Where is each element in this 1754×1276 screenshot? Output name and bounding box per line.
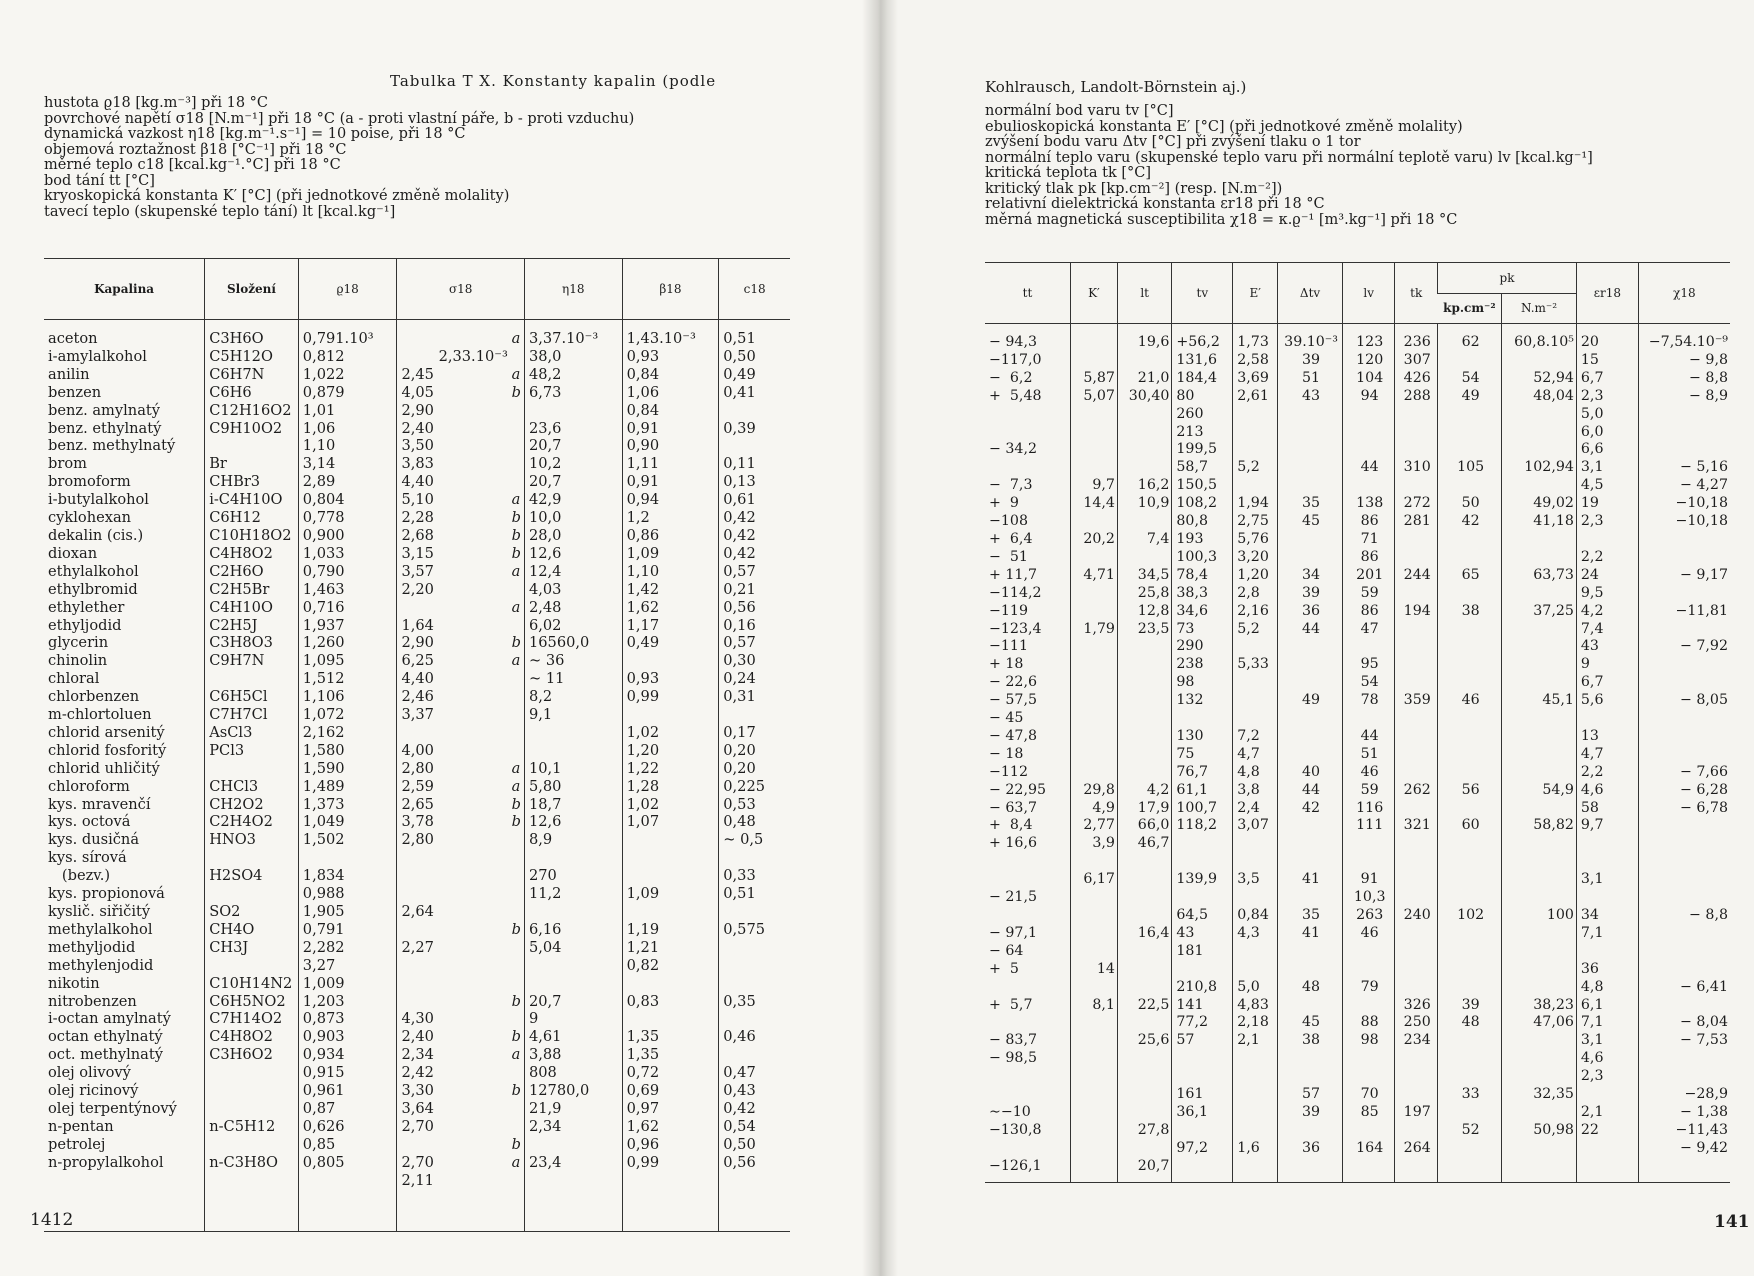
header-lt: lt — [1117, 263, 1171, 324]
column-sigma — [397, 320, 525, 1232]
table-body-row — [44, 320, 790, 1232]
legend-line: normální teplo varu (skupenské teplo varu při normální teplotě varu) lv [kcal.kg⁻¹] — [985, 149, 1593, 166]
legend-line: hustota ϱ18 [kg.m⁻³] při 18 °C — [44, 95, 269, 111]
legend-right — [985, 104, 1745, 228]
column-tt: − 94,3 −117,0 − 6,2 + 5,48 − 34,2 − 7,3 + 9 −108 + 6,4 − 51 + 11,7 −114,2 −119 −123,4 −111 + 18 − 22,6 − 57,5 − 45 − 47,8 − 18 −112 − 22,95 − 63,7 + 8,4 + 16,6 − 21,5 − 97,1 − 64 + 5 + 5,7 − 83,7 − 98,5 ∼−10 −130,8 −126,1 — [989, 334, 1047, 1174]
table-title-continued: Kohlrausch, Landolt-Börnstein aj.) — [985, 78, 1247, 96]
legend-line: kritická teplota tk [°C] — [985, 165, 1151, 181]
table-body-row — [985, 324, 1730, 1183]
header-pk-n: N.m⁻² — [1502, 293, 1577, 324]
column-chi: −7,54.10⁻⁹ − 9,8 − 8,8 − 8,9 − 5,16 − 4,27 −10,18 −10,18 − 9,17 −11,81 − 7,92 − 8,05 − 7,66 − 6,28 − 6,78 − 8,8 − 6,41 − 8,04 − 7,53 −28,9 − 1,38 −11,43 − 9,42 — [1638, 324, 1730, 1183]
legend-line: objemová roztažnost β18 [°C⁻¹] při 18 °C — [44, 141, 347, 158]
column-rho: 0,791.10³ 0,812 1,022 0,879 1,01 1,06 1,10 3,14 2,89 0,804 0,778 0,900 1,033 0,790 1,463 0,716 1,937 1,260 1,095 1,512 1,106 1,072 2,162 1,580 1,590 1,489 1,373 1,049 1,502 1,834 0,988 1,905 0,791 2,282 3,27 1,009 1,203 0,873 0,903 0,934 0,915 0,961 0,87 0,626 0,85 0,805 — [298, 320, 397, 1232]
legend-left — [44, 96, 804, 220]
column-K: 5,87 5,07 9,7 14,4 20,2 4,71 1,79 29,8 4,9 2,77 3,9 6,17 14 8,1 — [1070, 324, 1117, 1183]
table-title: Tabulka T X. Konstanty kapalin (podle — [390, 72, 717, 90]
header-tt: tt — [985, 263, 1070, 324]
header-sigma: σ18 — [397, 259, 525, 320]
liquids-table-right — [985, 262, 1730, 1183]
column-lv: 123 120 104 94 44 138 86 71 86 201 59 86 47 95 54 78 44 51 46 59 116 111 91 10,3 263 46 79 88 98 70 85 164 — [1343, 324, 1395, 1183]
header-chi: χ18 — [1638, 263, 1730, 324]
legend-line: povrchové napětí σ18 [N.m⁻¹] při 18 °C (a - proti vlastní páře, b - proti vzduchu) — [44, 110, 635, 127]
column-E: 1,73 2,58 3,69 2,61 5,2 1,94 2,75 5,76 3,20 1,20 2,8 2,16 5,2 5,33 7,2 4,7 4,8 3,8 2,4 3,07 3,5 0,84 4,3 5,0 4,83 2,18 2,1 1,6 — [1233, 324, 1278, 1183]
column-eps: 20 15 6,7 2,3 5,0 6,0 6,6 3,1 4,5 19 2,3 2,2 24 9,5 4,2 7,4 43 9 6,7 5,6 13 4,7 2,2 4,6 58 9,7 3,1 34 7,1 36 4,8 6,1 7,1 3,1 4,6 2,3 2,1 22 — [1576, 324, 1638, 1183]
column-lt: 19,6 21,0 30,40 16,2 10,9 7,4 34,5 25,8 12,8 23,5 4,2 17,9 66,0 46,7 16,4 22,5 25,6 27,8 20,7 — [1117, 324, 1171, 1183]
column-dtv: 39.10⁻³ 39 51 43 35 45 34 39 36 44 49 40 44 42 41 35 41 48 45 38 57 39 36 — [1278, 324, 1343, 1183]
header-E: E′ — [1233, 263, 1278, 324]
header-eta: η18 — [524, 259, 622, 320]
sigma-notes: a a b a b b b a a b a a a b b b b b a b b a — [511, 330, 521, 1171]
header-beta: β18 — [622, 259, 719, 320]
book-gutter — [862, 0, 898, 1276]
liquids-table-left — [44, 258, 790, 1232]
column-beta: 1,43.10⁻³ 0,93 0,84 1,06 0,84 0,91 0,90 1,11 0,91 0,94 1,2 0,86 1,09 1,10 1,42 1,62 1,17 0,49 0,93 0,99 1,02 1,20 1,22 1,28 1,02 1,07 1,09 1,19 1,21 0,82 0,83 1,35 1,35 0,72 0,69 0,97 1,62 0,96 0,99 — [622, 320, 719, 1232]
header-K: K′ — [1070, 263, 1117, 324]
legend-line: zvýšení bodu varu Δtv [°C] při zvýšení tlaku o 1 tor — [985, 134, 1361, 150]
legend-line: měrné teplo c18 [kcal.kg⁻¹.°C] při 18 °C — [44, 157, 341, 173]
legend-line: měrná magnetická susceptibilita χ18 = κ.ϱ⁻¹ [m³.kg⁻¹] při 18 °C — [985, 211, 1458, 228]
column-slozeni: C3H6O C5H12O C6H7N C6H6 C12H16O2 C9H10O2 Br CHBr3 i-C4H10O C6H12 C10H18O2 C4H8O2 C2H6O C2H5Br C4H10O C2H5J C3H8O3 C9H7N C6H5Cl C7H7Cl AsCl3 PCl3 CHCl3 CH2O2 C2H4O2 HNO3 H2SO4 SO2 CH4O CH3J C10H14N2 C6H5NO2 C7H14O2 C4H8O2 C3H6O2 n-C5H12 n-C3H8O — [205, 320, 299, 1232]
header-pk: pk — [1438, 263, 1577, 294]
legend-line: dynamická vazkost η18 [kg.m⁻¹.s⁻¹] = 10 poise, při 18 °C — [44, 126, 466, 142]
legend-line: kritický tlak pk [kp.cm⁻²] (resp. [N.m⁻²]) — [985, 180, 1283, 197]
header-rho: ϱ18 — [298, 259, 397, 320]
column-eta: 3,37.10⁻³ 38,0 48,2 6,73 23,6 20,7 10,2 20,7 42,9 10,0 28,0 12,6 12,4 4,03 2,48 6,02 16560,0 ~ 36 ~ 11 8,2 9,1 10,1 5,80 18,7 12,6 8,9 270 11,2 6,16 5,04 20,7 9 4,61 3,88 808 12780,0 21,9 2,34 23,4 — [524, 320, 622, 1232]
header-eps: εr18 — [1576, 263, 1638, 324]
header-c: c18 — [719, 259, 790, 320]
column-c: 0,51 0,50 0,49 0,41 0,39 0,11 0,13 0,61 0,42 0,42 0,42 0,57 0,21 0,56 0,16 0,57 0,30 0,24 0,31 0,17 0,20 0,20 0,225 0,53 0,48 ~ 0,5 0,33 0,51 0,575 0,35 0,46 0,47 0,43 0,42 0,54 0,50 0,56 — [719, 320, 790, 1232]
sigma-values: 2,33.10⁻³ 2,45 4,05 2,90 2,40 3,50 3,83 4,40 5,10 2,28 2,68 3,15 3,57 2,20 1,64 2,90 6,25 4,40 2,46 3,37 4,00 2,80 2,59 2,65 3,78 2,80 2,64 2,27 4,30 2,40 2,34 2,42 3,30 3,64 2,70 2,70 2,11 — [401, 347, 508, 1189]
header-slozeni: Složení — [205, 259, 299, 320]
legend-line: tavecí teplo (skupenské teplo tání) lt [kcal.kg⁻¹] — [44, 203, 396, 220]
column-tk: 236 307 426 288 310 272 281 244 194 359 262 321 240 326 250 234 197 264 — [1395, 324, 1438, 1183]
column-pk-kp: 62 54 49 105 50 42 65 38 46 56 60 102 39 48 33 52 — [1438, 324, 1502, 1183]
header-kapalina: Kapalina — [44, 259, 205, 320]
column-kapalina: aceton i-amylalkohol anilin benzen benz. amylnatý benz. ethylnatý benz. methylnatý brom bromoform i-butylalkohol cyklohexan dekalin (cis.) dioxan ethylalkohol ethylbromid ethylether ethyljodid glycerin chinolin chloral chlorbenzen m-chlortoluen chlorid arsenitý chlorid fosforitý chlorid uhličitý chloroform kys. mravenčí kys. octová kys. dusičná kys. sírová (bezv.) kys. propionová kyslič. siřičitý methylalkohol methyljodid methylenjodid nikotin nitrobenzen i-octan amylnatý octan ethylnatý oct. methylnatý olej olivový olej ricinový olej terpentýnový n-pentan petrolej n-propylalkohol — [48, 330, 177, 1171]
header-pk-kp: kp.cm⁻² — [1438, 293, 1502, 324]
page-number-left: 1412 — [30, 1210, 74, 1230]
page-number-right: 141 — [1714, 1212, 1750, 1232]
header-lv: lv — [1343, 263, 1395, 324]
legend-line: kryoskopická konstanta K′ [°C] (při jednotkové změně molality) — [44, 188, 510, 204]
legend-line: relativní dielektrická konstanta εr18 při 18 °C — [985, 196, 1325, 212]
header-tv: tv — [1172, 263, 1233, 324]
column-tv: +56,2 131,6 184,4 80 260 213 199,5 58,7 150,5 108,2 80,8 193 100,3 78,4 38,3 34,6 73 290 238 98 132 130 75 76,7 61,1 100,7 118,2 139,9 64,5 43 181 210,8 141 77,2 57 161 36,1 97,2 — [1172, 324, 1233, 1183]
legend-line: bod tání tt [°C] — [44, 172, 155, 189]
column-pk-n: 60,8.10⁵ 52,94 48,04 102,94 49,02 41,18 63,73 37,25 45,1 54,9 58,82 100 38,23 47,06 32,35 50,98 — [1502, 324, 1577, 1183]
legend-line: normální bod varu tv [°C] — [985, 103, 1174, 119]
header-tk: tk — [1395, 263, 1438, 324]
header-dtv: Δtv — [1278, 263, 1343, 324]
legend-line: ebulioskopická konstanta E′ [°C] (při jednotkové změně molality) — [985, 118, 1463, 135]
